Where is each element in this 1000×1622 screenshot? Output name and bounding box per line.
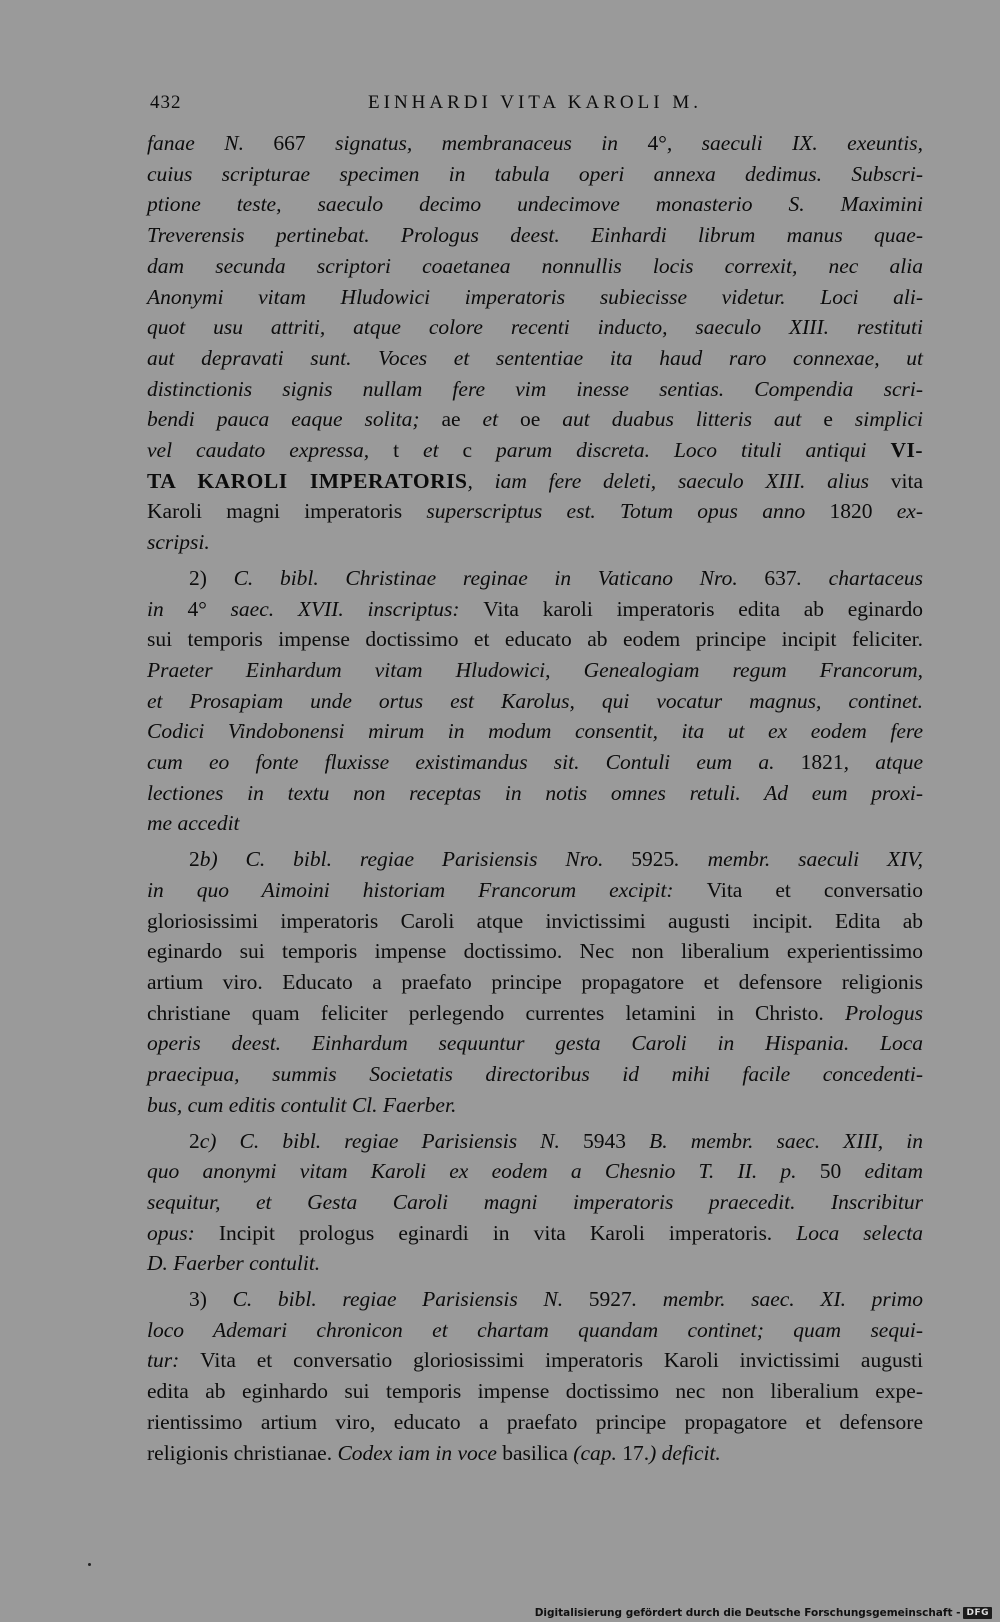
italic-run: loco Ademari chronicon et chartam quandam continet; quam sequi- (147, 1317, 923, 1342)
italic-run: cuius scripturae specimen in tabula operi annexa dedimus. Subscri- (147, 161, 923, 186)
italic-run: simplici (832, 407, 923, 432)
italic-run: sequitur, et Gesta Caroli magni imperatoris praecedit. Inscribitur (147, 1189, 923, 1214)
text-line (147, 128, 923, 159)
upright-run: c (462, 438, 473, 463)
italic-run: bus, cum editis contulit Cl. Faerber. (147, 1092, 457, 1117)
italic-run: Treverensis pertinebat. Prologus deest. Einhardi librum manus quae- (147, 223, 923, 248)
italic-run: parum discreta. Loco tituli antiqui (472, 438, 891, 463)
text-line (147, 1248, 923, 1279)
upright-run: vita (890, 468, 923, 493)
upright-run: Incipit prologus eginardi in vita Karoli imperatoris. (218, 1220, 773, 1245)
italic-run: scripsi. (147, 530, 210, 555)
text-line (147, 716, 923, 747)
text-line (147, 967, 923, 998)
paragraph (147, 128, 923, 558)
text-line (147, 404, 923, 435)
text-line (147, 1345, 923, 1376)
credit-text: Digitalisierung gefördert durch die Deutsche Forschungsgemeinschaft - (534, 1607, 961, 1619)
upright-run: gloriosissimi imperatoris Caroli atque invictissimi augusti incipit. Edita ab (147, 908, 923, 933)
text-line (147, 374, 923, 405)
text-line (147, 778, 923, 809)
text-line (147, 496, 923, 527)
italic-run: quot usu attriti, atque colore recenti inducto, saeculo XIII. restituti (147, 315, 923, 340)
heading-smallcaps-run: VI- (890, 438, 923, 463)
italic-run: , atque (843, 750, 923, 775)
upright-run: 17. (622, 1440, 650, 1465)
italic-run: D. Faerber contulit. (147, 1251, 321, 1276)
italic-run: . chartaceus (796, 565, 923, 590)
upright-run: 637 (764, 565, 797, 590)
text-line (147, 1126, 923, 1157)
text-line (147, 1376, 923, 1407)
text-line (147, 1438, 923, 1469)
italic-run: (cap. (567, 1440, 623, 1465)
text-line (147, 220, 923, 251)
paragraph (147, 1284, 923, 1468)
running-title: EINHARDI VITA KAROLI M. (368, 92, 702, 113)
page-number: 432 (150, 92, 182, 113)
paragraph (147, 1126, 923, 1280)
heading-smallcaps-run: TA KAROLI IMPERATORIS (147, 468, 468, 493)
italic-run: , saeculi IX. exeuntis, (666, 131, 923, 155)
italic-run: operis deest. Einhardum sequuntur gesta Caroli in Hispania. Loca (147, 1031, 923, 1056)
italic-run: in quo Aimoini historiam Francorum excipit: (147, 877, 707, 902)
text-line (147, 563, 923, 594)
italic-run: . membr. saec. XI. primo (631, 1287, 923, 1312)
text-line (147, 1407, 923, 1438)
text-line (147, 1284, 923, 1315)
upright-run: t (393, 438, 400, 463)
text-line (147, 1090, 923, 1121)
upright-run: Vita karoli imperatoris edita ab eginardo (483, 596, 923, 621)
text-line (147, 159, 923, 190)
italic-run: B. membr. saec. XIII, in (626, 1128, 923, 1153)
italic-run: in (147, 596, 188, 621)
text-line (147, 936, 923, 967)
upright-run: e (823, 407, 833, 432)
italic-run: C. bibl. regiae Parisiensis N. (206, 1287, 589, 1312)
italic-run: signatus, membranaceus in (305, 131, 648, 155)
upright-run: artium viro. Educato a praefato principe propagatore et defensore religionis (147, 969, 923, 994)
italic-run: praecipua, summis Societatis directoribus id mihi facile concedenti- (147, 1062, 923, 1087)
upright-run: basilica (502, 1440, 568, 1465)
text-body (147, 128, 923, 1468)
italic-run: et (460, 407, 521, 432)
text-line (147, 1315, 923, 1346)
italic-run: Codici Vindobonensi mirum in modum consentit, ita ut ex eodem fere (147, 719, 923, 744)
text-line (147, 435, 923, 466)
text-line (147, 594, 923, 625)
upright-run: 4° (187, 596, 207, 621)
upright-run: ae (441, 407, 461, 432)
text-line (147, 1028, 923, 1059)
upright-run: oe (520, 407, 541, 432)
paragraph (147, 563, 923, 839)
upright-run: eginardo sui temporis impense doctissimo. Nec non liberalium experientissimo (147, 939, 923, 964)
upright-run: 1820 (829, 499, 873, 524)
upright-run: Karoli magni imperatoris (147, 499, 403, 524)
upright-run: 50 (819, 1159, 842, 1184)
text-line (147, 251, 923, 282)
upright-run: 1821 (800, 750, 844, 775)
upright-run: 2 (189, 1128, 200, 1153)
text-line (147, 466, 923, 497)
italic-run: vel caudato expressa, (147, 438, 394, 463)
upright-run: christiane quam feliciter perlegendo currentes letamini in Christo. (147, 1000, 824, 1025)
text-line (147, 343, 923, 374)
italic-run: c) C. bibl. regiae Parisiensis N. (199, 1128, 583, 1153)
digitization-credit (535, 1607, 992, 1619)
upright-run: 2) (189, 565, 207, 590)
upright-run: 2 (189, 847, 200, 872)
italic-run: opus: (147, 1220, 219, 1245)
italic-run: ex- (872, 499, 923, 524)
italic-run: aut depravati sunt. Voces et sententiae ita haud raro connexae, ut (147, 345, 923, 370)
italic-run: et Prosapiam unde ortus est Karolus, qui vocatur magnus, continet. (147, 688, 923, 713)
italic-run: ptione teste, saeculo decimo undecimove monasterio S. Maximini (147, 192, 923, 217)
italic-run: C. bibl. Christinae reginae in Vaticano Nro. (206, 565, 765, 590)
text-line (147, 998, 923, 1029)
italic-run: dam secunda scriptori coaetanea nonnullis locis correxit, nec alia (147, 253, 923, 278)
upright-run: 667 (273, 131, 306, 155)
text-line (147, 312, 923, 343)
text-line (147, 844, 923, 875)
text-line (147, 1187, 923, 1218)
text-line (147, 906, 923, 937)
italic-run: Anonymi vitam Hludowici imperatoris subiecisse videtur. Loci ali- (147, 284, 923, 309)
upright-run: Vita et conversatio gloriosissimi imperatoris Karoli invictissimi augusti (200, 1348, 924, 1373)
italic-run: quo anonymi vitam Karoli ex eodem a Chesnio T. II. p. (147, 1159, 820, 1184)
text-line (147, 747, 923, 778)
italic-run: b) C. bibl. regiae Parisiensis Nro. (199, 847, 632, 872)
paragraph (147, 844, 923, 1120)
text-line (147, 655, 923, 686)
italic-run: Loca selecta (772, 1220, 923, 1245)
text-line (147, 282, 923, 313)
italic-run: distinctionis signis nullam fere vim inesse sentias. Compendia scri- (147, 376, 923, 401)
italic-run: Prologus (823, 1000, 923, 1025)
dfg-logo: DFG (963, 1607, 992, 1619)
italic-run: editam (841, 1159, 923, 1184)
italic-run: aut duabus litteris aut (540, 407, 824, 432)
upright-run: rientissimo artium viro, educato a praefato principe propagatore et defensore (147, 1409, 923, 1434)
upright-run: 5927 (588, 1287, 632, 1312)
italic-run: , iam fere deleti, saeculo XIII. alius (467, 468, 891, 493)
text-line (147, 527, 923, 558)
italic-run: lectiones in textu non receptas in notis omnes retuli. Ad eum proxi- (147, 780, 923, 805)
italic-run: fanae N. (147, 131, 274, 155)
page-header (150, 92, 920, 122)
italic-run: cum eo fonte fluxisse existimandus sit. Contuli eum a. (147, 750, 801, 775)
italic-run: saec. XVII. inscriptus: (206, 596, 484, 621)
italic-run: tur: (147, 1348, 201, 1373)
italic-run: me accedit (147, 811, 240, 836)
upright-run: 5943 (583, 1128, 626, 1153)
italic-run: Praeter Einhardum vitam Hludowici, Genealogiam regum Francorum, (147, 657, 923, 682)
text-line (147, 1156, 923, 1187)
text-line (147, 1059, 923, 1090)
text-line (147, 189, 923, 220)
text-line (147, 624, 923, 655)
upright-run: edita ab eginhardo sui temporis impense doctissimo nec non liberalium expe- (147, 1379, 923, 1404)
text-line (147, 875, 923, 906)
text-line (147, 808, 923, 839)
upright-run: 5925 (631, 847, 675, 872)
italic-run: . membr. saeculi XIV, (674, 847, 923, 872)
text-line (147, 686, 923, 717)
italic-run: ) deficit. (649, 1440, 721, 1465)
italic-run: superscriptus est. Totum opus anno (402, 499, 830, 524)
italic-run: Codex iam in voce (332, 1440, 503, 1465)
text-line (147, 1218, 923, 1249)
upright-run: 3) (189, 1287, 207, 1312)
italic-run: et (399, 438, 463, 463)
italic-run: bendi pauca eaque solita; (147, 407, 442, 432)
upright-run: religionis christianae. (147, 1440, 333, 1465)
scan-speck (88, 1563, 91, 1566)
upright-run: sui temporis impense doctissimo et educato ab eodem principe incipit feliciter. (147, 627, 923, 652)
upright-run: 4° (647, 131, 667, 155)
upright-run: Vita et conversatio (706, 877, 923, 902)
